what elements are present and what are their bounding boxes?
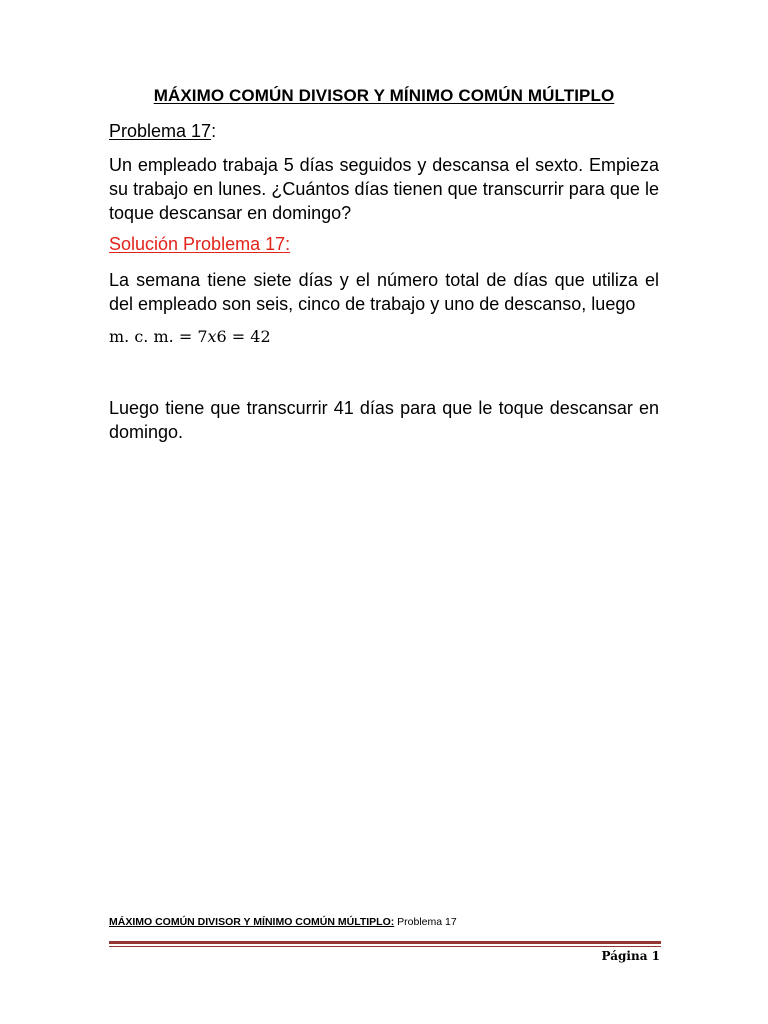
lcm-formula: m. c. m. = 7𝑥6 = 42 <box>109 327 271 346</box>
solution-paragraph: La semana tiene siete días y el número total de días que utiliza el del empleado son seis, cinco de trabajo y uno de descanso, luego <box>109 270 659 314</box>
solution-heading: Solución Problema 17: <box>109 234 291 254</box>
problem-heading-colon: : <box>211 121 217 141</box>
footer-subtitle: Problema 17 <box>397 916 457 928</box>
page-number: Página 1 <box>601 949 660 963</box>
problem-heading <box>109 121 216 142</box>
conclusion-paragraph: Luego tiene que transcurrir 41 días para que le toque descansar en domingo. <box>109 398 659 442</box>
footer-divider-thick <box>109 941 661 944</box>
footer-header <box>109 916 457 928</box>
footer-divider-thin <box>109 946 661 947</box>
document-title <box>0 86 768 106</box>
document-title-text: MÁXIMO COMÚN DIVISOR Y MÍNIMO COMÚN MÚLTIPLO <box>153 86 615 105</box>
problem-heading-label: Problema 17 <box>109 121 212 141</box>
footer-title: MÁXIMO COMÚN DIVISOR Y MÍNIMO COMÚN MÚLTIPLO: <box>109 916 395 928</box>
problem-statement: Un empleado trabaja 5 días seguidos y descansa el sexto. Empieza su trabajo en lunes. ¿Cuántos días tienen que transcurrir para que le toque descansar en domingo? <box>109 155 659 223</box>
